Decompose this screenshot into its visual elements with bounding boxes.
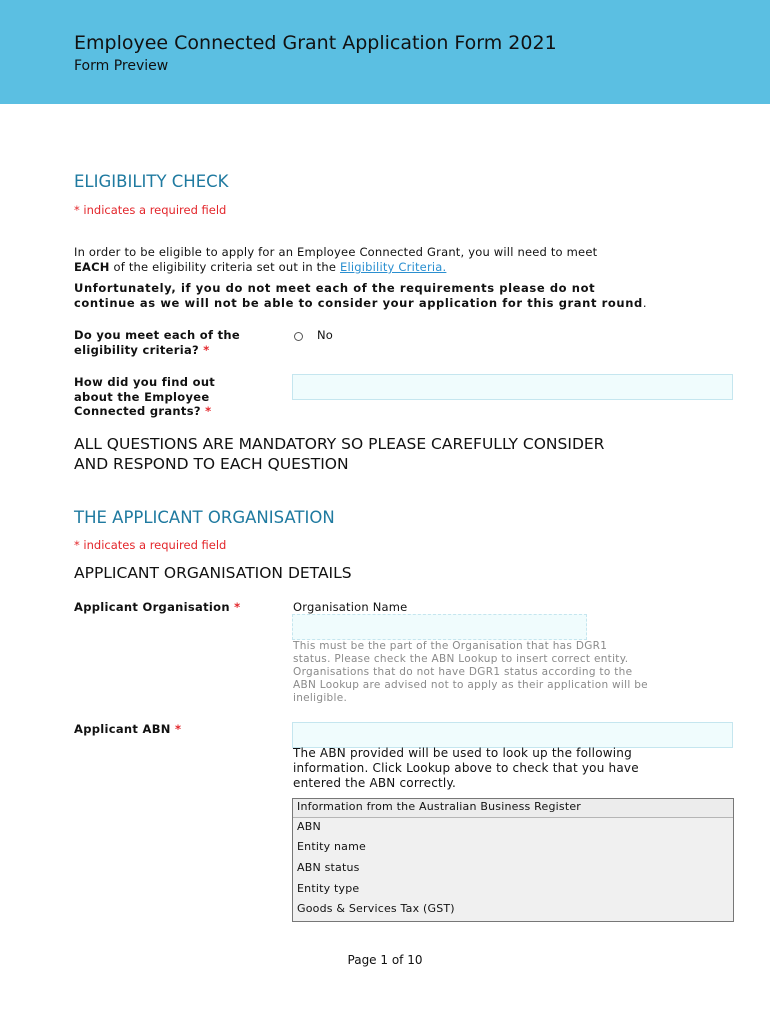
header-banner: [0, 0, 770, 104]
required-star: *: [175, 722, 182, 736]
abr-info-table: [292, 798, 734, 922]
eligibility-intro-line1: In order to be eligible to apply for an Employee Connected Grant, you will need to meet: [74, 245, 598, 259]
org-help-line3: Organisations that do not have DGR1 status according to the: [293, 666, 633, 678]
each-emphasis: EACH: [74, 260, 110, 274]
q-eligibility-label-line2: [74, 343, 210, 358]
abr-row-abn-status: ABN status: [297, 861, 360, 874]
applicant-section-title: THE APPLICANT ORGANISATION: [74, 508, 335, 527]
eligibility-criteria-link[interactable]: Eligibility Criteria.: [340, 260, 447, 274]
org-help-line1: This must be the part of the Organisation that has DGR1: [293, 640, 608, 652]
no-radio-label[interactable]: No: [317, 328, 334, 342]
applicant-abn-label: [74, 722, 181, 737]
abr-row-entity-type: Entity type: [297, 882, 360, 895]
q-source-label-line1: How did you find out: [74, 375, 216, 389]
required-field-note: * indicates a required field: [74, 538, 227, 552]
form-title: Employee Connected Grant Application Form 2021: [74, 32, 557, 54]
eligibility-intro-line2-text: of the eligibility criteria set out in the: [109, 260, 341, 274]
warning-line2: [74, 296, 647, 311]
organisation-name-label: Organisation Name: [293, 600, 408, 614]
q-eligibility-label-line1: Do you meet each of the: [74, 328, 240, 342]
required-star: *: [203, 343, 210, 357]
mandatory-notice-line2: AND RESPOND TO EACH QUESTION: [74, 455, 349, 473]
q-eligibility-label-text: eligibility criteria?: [74, 343, 199, 357]
mandatory-notice-line1: ALL QUESTIONS ARE MANDATORY SO PLEASE CAREFULLY CONSIDER: [74, 435, 605, 453]
abr-row-entity-name: Entity name: [297, 840, 367, 853]
q-source-label-line3: [74, 404, 211, 419]
required-field-note: * indicates a required field: [74, 203, 227, 217]
warning-period: .: [642, 296, 648, 310]
abn-info-line1: The ABN provided will be used to look up the following: [293, 746, 632, 760]
eligibility-intro-line2: [74, 260, 446, 275]
q-source-label-line2: about the Employee: [74, 390, 210, 404]
form-subtitle: Form Preview: [74, 58, 169, 74]
required-star: *: [234, 600, 241, 614]
abr-row-gst: Goods & Services Tax (GST): [297, 902, 455, 915]
q-source-label-text: Connected grants?: [74, 404, 201, 418]
required-star: *: [205, 404, 212, 418]
warning-line1: Unfortunately, if you do not meet each of the requirements please do not: [74, 281, 596, 295]
org-help-line5: ineligible.: [293, 692, 348, 704]
org-help-line4: ABN Lookup are advised not to apply as their application will be: [293, 679, 648, 691]
source-input[interactable]: [292, 374, 733, 400]
page-number: Page 1 of 10: [347, 953, 423, 967]
org-help-line2: status. Please check the ABN Lookup to insert correct entity.: [293, 653, 629, 665]
abn-info-line3: entered the ABN correctly.: [293, 776, 457, 790]
abn-input[interactable]: [292, 722, 733, 748]
warning-line2-text: continue as we will not be able to consider your application for this grant round: [74, 296, 643, 310]
eligibility-section-title: ELIGIBILITY CHECK: [74, 172, 229, 191]
applicant-details-heading: APPLICANT ORGANISATION DETAILS: [74, 564, 352, 582]
no-radio-button[interactable]: [294, 332, 303, 341]
applicant-abn-label-text: Applicant ABN: [74, 722, 171, 736]
abn-info-line2: information. Click Lookup above to check that you have: [293, 761, 639, 775]
abr-table-header: Information from the Australian Business Register: [297, 800, 582, 813]
applicant-organisation-label-text: Applicant Organisation: [74, 600, 230, 614]
abr-row-abn: ABN: [297, 820, 321, 833]
applicant-organisation-label: [74, 600, 240, 615]
organisation-name-input[interactable]: [292, 614, 587, 640]
